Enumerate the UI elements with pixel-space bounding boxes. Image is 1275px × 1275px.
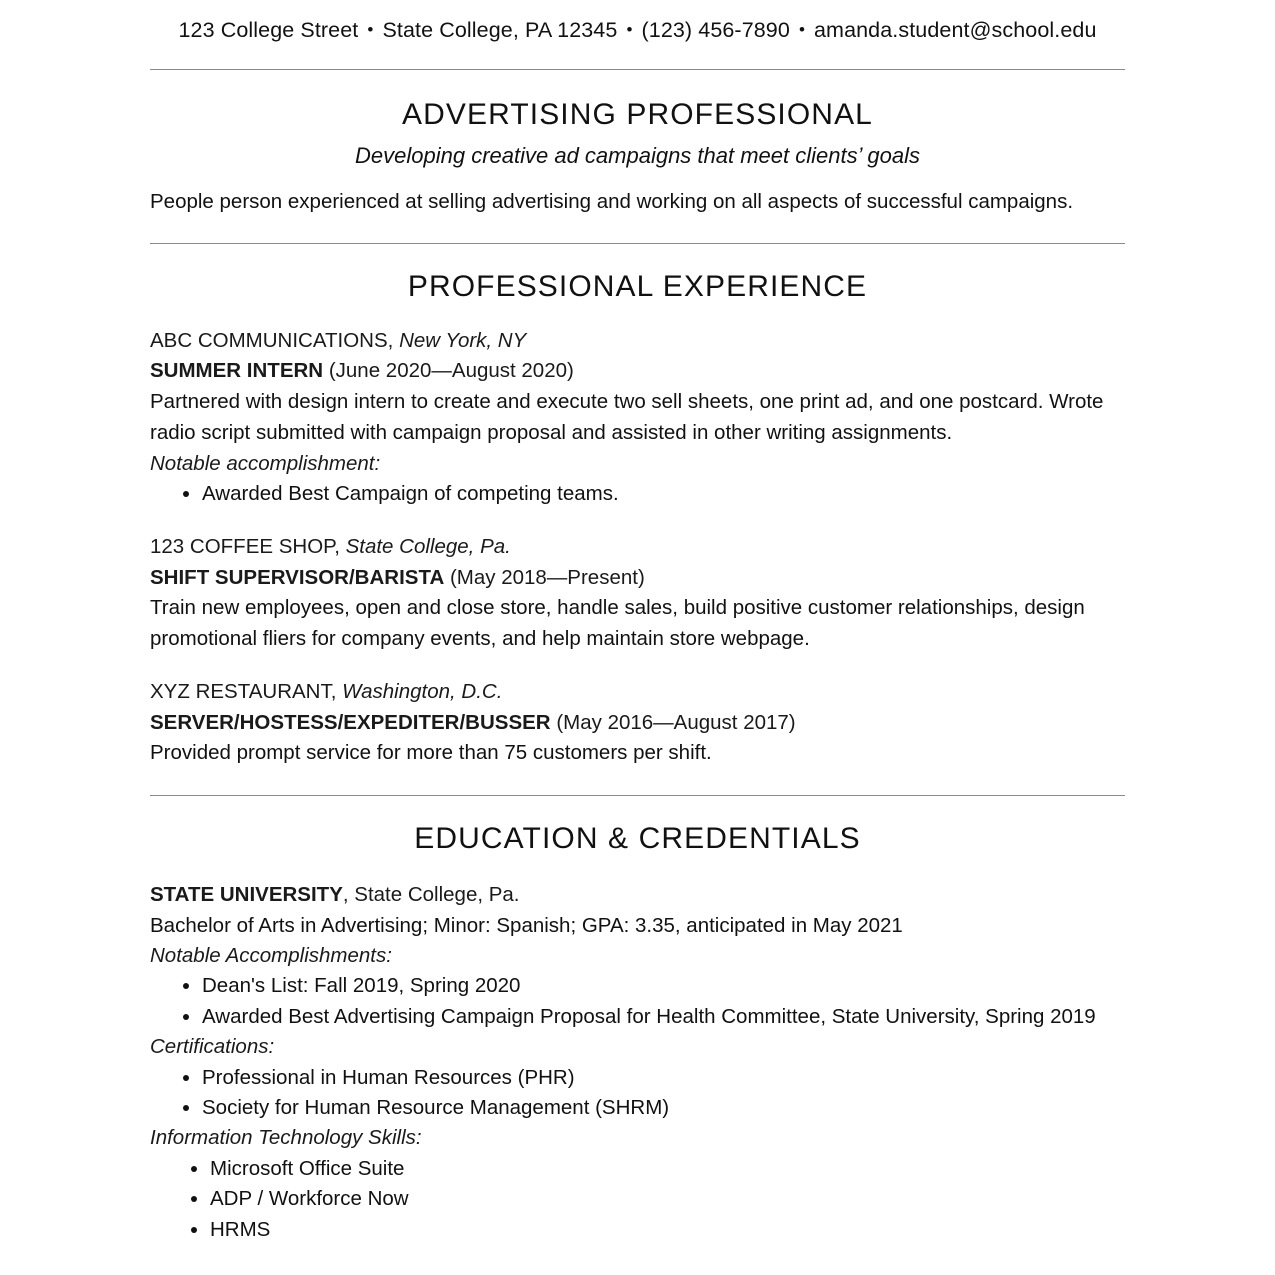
experience-item: [150, 326, 1125, 510]
job-location: State College, Pa.: [345, 534, 511, 558]
job-company-line: [150, 326, 1125, 357]
contact-separator-3: •: [798, 20, 805, 39]
list-item: • Microsoft Office Suite: [210, 1154, 1125, 1184]
section-title-education: EDUCATION & CREDENTIALS: [414, 822, 861, 856]
experience-item: [150, 532, 1125, 655]
job-bullets: [150, 479, 1125, 509]
education-certifications-list: [150, 1063, 1125, 1124]
job-dates: (June 2020—August 2020): [328, 359, 574, 383]
list-item: • Awarded Best Advertising Campaign Proposal for Health Committee, State University, Spring 2019: [202, 1002, 1125, 1032]
education-accomplishments-label: Notable Accomplishments:: [150, 943, 392, 967]
education-school-location: , State College, Pa.: [342, 883, 520, 907]
job-role-line: [150, 708, 1125, 739]
contact-phone: (123) 456-7890: [641, 18, 790, 42]
contact-header: [150, 0, 1125, 43]
education-accomplishments-list: [150, 971, 1125, 1032]
education-school-name: STATE UNIVERSITY: [150, 883, 343, 907]
divider-top: [150, 69, 1125, 70]
job-description: Train new employees, open and close store, handle sales, build positive customer relationships, design promotional fliers for company events, and help maintain store webpage.: [150, 596, 1085, 651]
education-item: [150, 880, 1125, 1245]
job-company-line: [150, 677, 1125, 708]
job-description: Provided prompt service for more than 75 customers per shift.: [150, 741, 712, 765]
job-company: ABC COMMUNICATIONS,: [150, 328, 394, 352]
list-item: • Dean's List: Fall 2019, Spring 2020: [202, 971, 1125, 1001]
list-item: • Awarded Best Campaign of competing teams.: [202, 479, 1125, 509]
resume-summary: People person experienced at selling advertising and working on all aspects of successful campaigns.: [150, 190, 1074, 213]
divider-experience: [150, 243, 1125, 244]
education-school-line: [150, 880, 1125, 911]
job-dates: (May 2016—August 2017): [556, 710, 796, 734]
education-it-skills-list: [150, 1154, 1125, 1245]
divider-education: [150, 795, 1125, 796]
experience-item: [150, 677, 1125, 769]
job-company-line: [150, 532, 1125, 563]
contact-address: 123 College Street: [178, 18, 359, 42]
education-degree: Bachelor of Arts in Advertising; Minor: Spanish; GPA: 3.35, anticipated in May 2021: [150, 913, 903, 937]
contact-email: amanda.student@school.edu: [814, 18, 1097, 42]
job-description: Partnered with design intern to create and execute two sell sheets, one print ad, and one postcard. Wrote radio script submitted with campaign proposal and assisted in other writing assignments.: [150, 390, 1104, 444]
list-item: • Professional in Human Resources (PHR): [202, 1063, 1125, 1093]
job-notable-label: Notable accomplishment:: [150, 451, 381, 475]
contact-separator-2: •: [626, 20, 633, 39]
job-title: SERVER/HOSTESS/EXPEDITER/BUSSER: [150, 710, 551, 734]
section-title-experience: PROFESSIONAL EXPERIENCE: [407, 269, 868, 303]
job-role-line: [150, 563, 1125, 594]
resume-headline: ADVERTISING PROFESSIONAL: [402, 98, 873, 131]
job-title: SHIFT SUPERVISOR/BARISTA: [150, 565, 445, 589]
list-item: • Society for Human Resource Management (SHRM): [202, 1093, 1125, 1123]
job-location: Washington, D.C.: [342, 679, 503, 703]
job-company: XYZ RESTAURANT,: [150, 679, 337, 703]
job-location: New York, NY: [399, 328, 527, 352]
contact-separator-1: •: [367, 20, 374, 39]
contact-city-state-zip: State College, PA 12345: [382, 18, 618, 42]
job-title: SUMMER INTERN: [150, 359, 324, 383]
resume-tagline: Developing creative ad campaigns that meet clients’ goals: [355, 143, 920, 168]
list-item: • HRMS: [210, 1215, 1125, 1245]
list-item: • ADP / Workforce Now: [210, 1184, 1125, 1214]
education-certifications-label: Certifications:: [150, 1034, 275, 1058]
job-company: 123 COFFEE SHOP,: [150, 534, 340, 558]
job-role-line: [150, 356, 1125, 387]
education-it-skills-label: Information Technology Skills:: [150, 1126, 422, 1150]
job-dates: (May 2018—Present): [449, 565, 645, 589]
